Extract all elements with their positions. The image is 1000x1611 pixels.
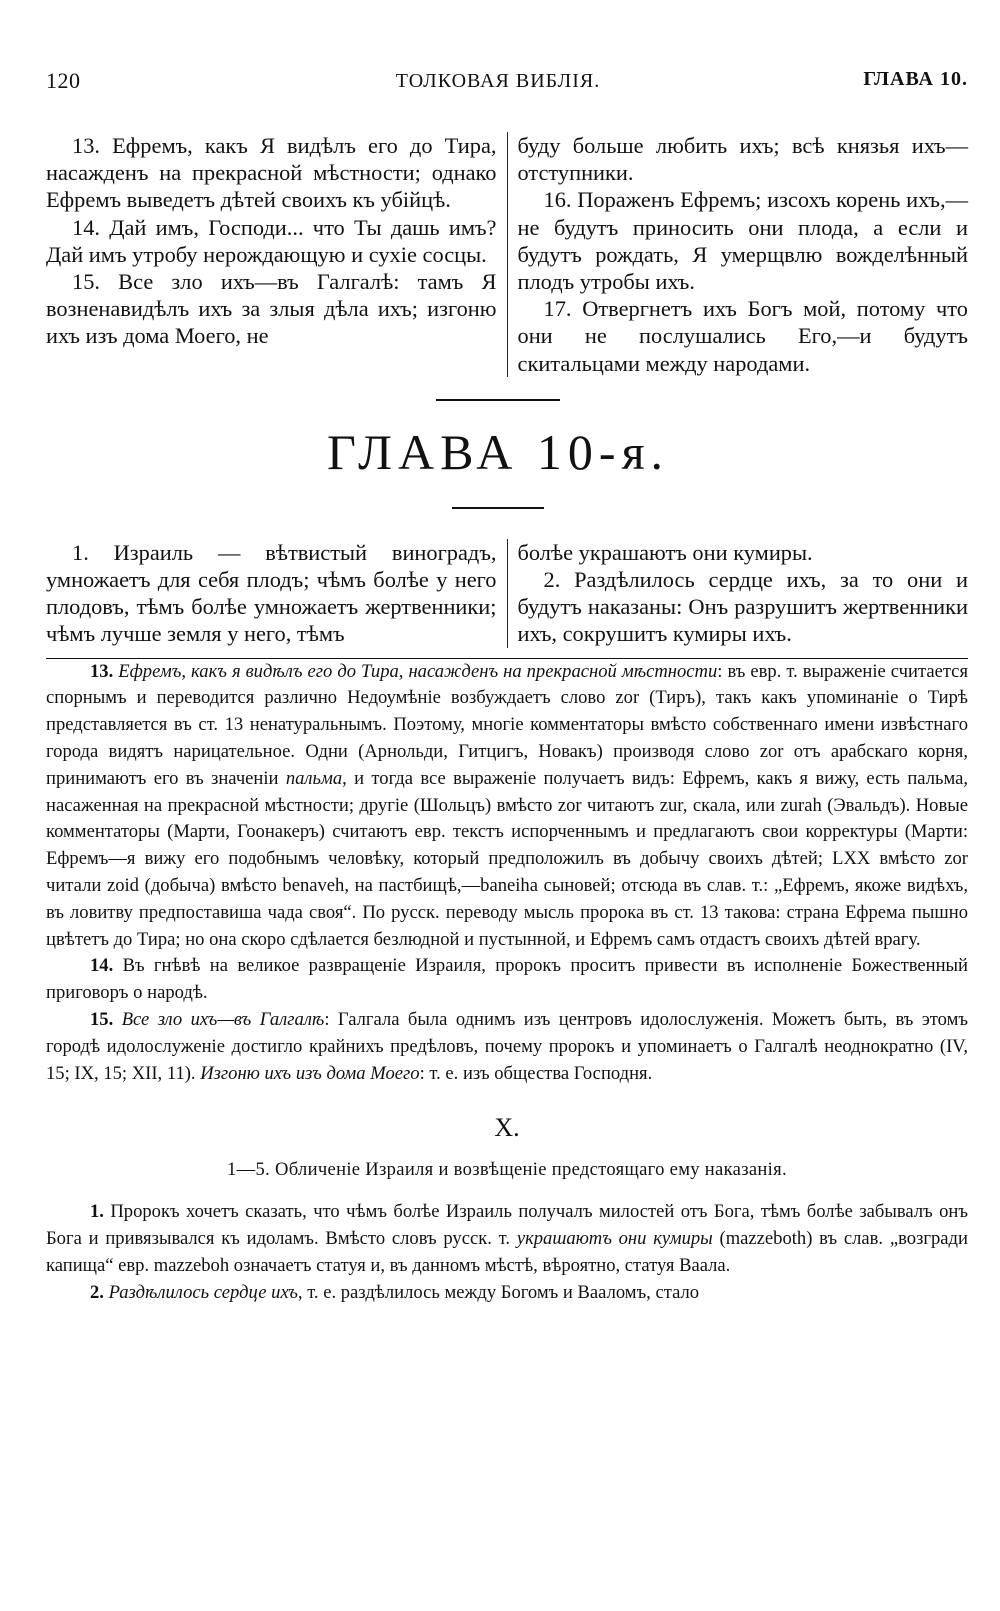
verse-16: 16. Пораженъ Ефремъ; изсохъ корень ихъ,—не будутъ приносить они плода, а если и будутъ рождать, Я умерщвлю вожделѣнный плодъ утробы ихъ. <box>517 187 968 295</box>
prev-chapter-verses <box>46 132 968 377</box>
commentary <box>46 659 968 1088</box>
section-number: X. <box>494 1113 520 1143</box>
section-subtitle: 1—5. Обличеніе Израиля и возвѣщеніе предстоящаго ему наказанія. <box>227 1159 787 1181</box>
right-column <box>507 132 969 377</box>
commentary-text: , т. е. раздѣлилось между Богомъ и Вааломъ, стало <box>297 1281 700 1303</box>
commentary-1 <box>46 1199 968 1279</box>
verse-2: 2. Раздѣлилось сердце ихъ, за то они и будутъ наказаны: Онъ разрушитъ жертвенники ихъ, сокрушитъ кумиры ихъ. <box>517 567 968 647</box>
verse-number: 14. <box>90 955 114 977</box>
page <box>28 58 968 1307</box>
commentary-text: , и тогда все выраженіе получаетъ видъ: Ефремъ, какъ я вижу, есть пальма, насаженная на прекрасной мѣстности; другіе (Шольцъ) вмѣсто zor читаютъ zur, скала, или zurah (Эвальдъ). Новые комментаторы (Марти, Гоонакеръ) считаютъ евр. текстъ испорченнымъ и предлагаютъ свои корректуры (Марти: Ефремъ—я вижу его подобнымъ человѣку, который предположилъ въ добычу своихъ дѣтей; LXX вмѣсто zor читали zoid (добыча) вмѣсто benaveh, на пастбищѣ,—baneiha сыновей; отсюда въ слав. т.: „Ефремъ, якоже видѣхъ, въ ловитву предпоставиша чада своя“. По русск. переводу мысль пророка въ ст. 13 такова: страна Ефрема пышно цвѣтетъ до Тира; но она скоро сдѣлается безлюдной и пустынной, и Ефремъ самъ отдастъ своихъ дѣтей врагу. <box>46 767 969 950</box>
verse-number: 2. <box>90 1281 104 1303</box>
lemma: Все зло ихъ—въ Галгалѣ <box>121 1009 325 1030</box>
verse-number: 1. <box>90 1201 104 1223</box>
commentary-13 <box>46 659 968 954</box>
verse-1-continued: болѣе украшаютъ они кумиры. <box>517 539 813 565</box>
verse-number: 15. <box>90 1009 114 1030</box>
divider-rule <box>436 399 560 401</box>
section-commentary <box>46 1199 968 1306</box>
chapter-verses <box>46 539 968 648</box>
chapter-heading: ГЛАВА 10-я. <box>326 423 670 480</box>
verse-15-continued: буду больше любить ихъ; всѣ князья ихъ—отступники. <box>517 133 968 186</box>
lemma: пальма <box>285 767 343 789</box>
commentary-text: : т. е. изъ общества Господня. <box>419 1062 653 1084</box>
commentary-14 <box>46 953 968 1007</box>
verse-13: 13. Ефремъ, какъ Я видѣлъ его до Тира, насажденъ на прекрасной мѣстности; однако Ефремъ выведетъ дѣтей своихъ къ убійцѣ. <box>46 133 497 213</box>
running-header <box>28 58 968 98</box>
left-column <box>46 539 507 648</box>
lemma: Ефремъ, какъ я видѣлъ его до Тира, насажденъ на прекрасной мѣстности <box>118 660 718 682</box>
verse-17: 17. Отвергнетъ ихъ Богъ мой, потому что они не послушались Его,—и будутъ скитальцами между народами. <box>517 296 968 376</box>
right-column <box>507 539 969 648</box>
divider-rule <box>452 507 544 509</box>
chapter-label: ГЛАВА 10. <box>863 68 968 90</box>
verse-15: 15. Все зло ихъ—въ Галгалѣ: тамъ Я возненавидѣлъ ихъ за злыя дѣла ихъ; изгоню ихъ изъ дома Моего, не <box>46 269 497 349</box>
running-title: ТОЛКОВАЯ ВИБЛІЯ. <box>395 70 601 92</box>
left-column <box>46 132 507 377</box>
verse-number: 13. <box>90 660 114 682</box>
verse-14: 14. Дай имъ, Господи... что Ты дашь имъ? Дай имъ утробу нерождающую и сухіе сосцы. <box>46 214 497 267</box>
lemma: Изгоню ихъ изъ дома Моего <box>200 1062 420 1084</box>
commentary-text: Пророкъ хочетъ сказать, что чѣмъ болѣе Израиль получалъ милостей отъ Бога, тѣмъ болѣе забывалъ онъ Бога и привязывался къ идоламъ. Вмѣсто словъ русск. т. <box>46 1201 968 1250</box>
commentary-text: Въ гнѣвѣ на великое развращеніе Израиля, пророкъ проситъ привести въ исполненіе Божественный приговоръ о народѣ. <box>46 955 968 1004</box>
lemma: Раздѣлилось сердце ихъ <box>108 1281 298 1303</box>
commentary-text: : Галгала была однимъ изъ центровъ идолослуженія. Можетъ быть, въ этомъ городѣ идолослуженіе достигло крайнихъ предѣловъ, почему пророкъ и упоминаетъ о Галгалѣ неоднократно (IV, 15; IX, 15; XII, 11). <box>46 1009 969 1084</box>
commentary-text: (mazzeboth) въ слав. „возгради капища“ евр. mazzeboh означаетъ статуя и, въ данномъ мѣстѣ, вѣроятно, статуя Ваала. <box>46 1228 968 1276</box>
verse-1: 1. Израиль — вѣтвистый виноградъ, умножаетъ для себя плодъ; чѣмъ болѣе у него плодовъ, тѣмъ болѣе умножаетъ жертвенники; чѣмъ лучше земля у него, тѣмъ <box>46 539 497 647</box>
commentary-text: : въ евр. т. выраженіе считается спорнымъ и переводится различно Недоумѣніе возбуждаетъ слово zor (Тиръ), такъ какъ упоминаніе о Тирѣ представляется въ ст. 13 ненатуральнымъ. Поэтому, многіе комментаторы вмѣсто собственнаго имени извѣстнаго города видятъ нарицательное. Одни (Арнольди, Гитцигъ, Новакъ) производя слово zor отъ арабскаго корня, принимаютъ его въ значеніи <box>46 660 968 789</box>
commentary-2 <box>46 1280 968 1307</box>
page-number: 120 <box>46 68 81 93</box>
lemma: украшаютъ они кумиры <box>516 1228 713 1250</box>
commentary-15 <box>46 1007 968 1087</box>
